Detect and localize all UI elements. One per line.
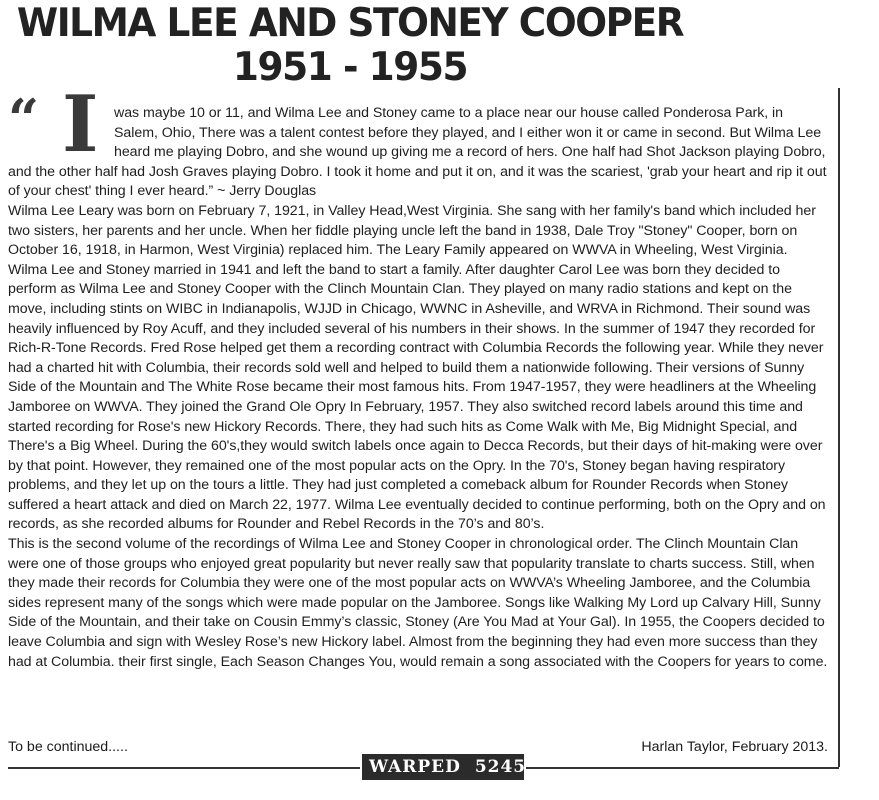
volume-paragraph: This is the second volume of the recordings of Wilma Lee and Stoney Cooper in chronological order. The Clinch Mountain Clan were one of those groups who enjoyed great popularity but never really saw that popularity translate to charts success. Still, when they made their records for Columbia they were one of the most popular acts on WWVA’s Wheeling Jamboree, and the Columbia sides represent many of the songs which were made popular on the Jamboree. Songs like Walking My Lord up Calvary Hill, Sunny Side of the Mountain, and their take on Cousin Emmy’s classic, Stoney (Are You Mad at Your Gal). In 1955, the Coopers decided to leave Columbia and sign with Wesley Rose’s new Hickory label. Almost from the beginning they had even more success than they had at Columbia. their first single, Each Season Changes You, would remain a song associated with the Coopers for years to come. — [8, 536, 828, 670]
author-signature: Harlan Taylor, February 2013. — [641, 739, 828, 755]
biography-paragraph: Wilma Lee Leary was born on February 7, 1921, in Valley Head,West Virginia. She sang with her family's band which included her two sisters, her parents and her uncle. When her fiddle playing uncle left the band in 1938, Dale Troy "Stoney" Cooper, born on October 16, 1918, in Harmon, West Virginia) replaced him. The Leary Family appeared on WWVA in Wheeling, West Virginia. Wilma Lee and Stoney married in 1941 and left the band to start a family. After daughter Carol Lee was born they decided to perform as Wilma Lee and Stoney Cooper with the Clinch Mountain Clan. They played on many radio stations and kept on the move, including stints on WIBC in Indianapolis, WJJD in Chicago, WWNC in Asheville, and WRVA in Richmond. Their sound was heavily influenced by Roy Acuff, and they included several of his numbers in their shows. In the summer of 1947 they recorded for Rich-R-Tone Records. Fred Rose helped get them a recording contract with Columbia Records the following year. While they never had a charted hit with Columbia, their records sold well and helped to build them a nationwide following. Their versions of Sunny Side of the Mountain and The White Rose became their most famous hits. From 1947-1957, they were headliners at the Wheeling Jamboree on WWVA. They joined the Grand Ole Opry In February, 1957. They also switched record labels around this time and started recording for Rose's new Hickory Records. There, they had such hits as Come Walk with Me, Big Midnight Special, and There's a Big Wheel. During the 60's,they would switch labels once again to Decca Records, but their days of hit-making were over by that point. However, they remained one of the most popular acts on the Opry. In the 70's, Stoney began having respiratory problems, and they let up on the tours a little. They had just completed a comeback album for Rounder Records when Stoney suffered a heart attack and died on March 22, 1977. Wilma Lee eventually decided to continue performing, both on the Opry and on records, as she recorded albums for Rounder and Rebel Records in the 70’s and 80’s. — [8, 202, 826, 533]
frame-bottom-rule-left — [8, 767, 360, 769]
drop-cap-quote-mark: “ — [8, 87, 40, 151]
frame-bottom-rule-right — [526, 767, 839, 769]
to-be-continued: To be continued..... — [8, 739, 128, 755]
frame-right-rule — [838, 88, 840, 767]
title-names: WILMA LEE AND STONEY COOPER — [16, 1, 684, 46]
quote-paragraph: was maybe 10 or 11, and Wilma Lee and Stoney came to a place near our house called Ponderosa Park, in Salem, Ohio, There was a talent contest before they played, and I either won it or came in second. But Wilma Lee heard me playing Dobro, and she wound up giving me a record of hers. One half had Shot Jackson playing Dobro, and the other half had Josh Graves playing Dobro. I took it home and put it on, and it was the scariest, 'grab your heart and rip it out of your chest' thing I ever heard.” ~ Jerry Douglas — [8, 105, 827, 200]
badge-label: WARPED — [369, 757, 461, 777]
page-title — [14, 2, 686, 90]
article-body — [8, 104, 828, 672]
drop-cap-letter: I — [62, 79, 99, 170]
catalog-badge — [362, 754, 527, 780]
title-years: 1951 - 1955 — [232, 45, 468, 90]
badge-number: 5245 — [474, 757, 527, 777]
